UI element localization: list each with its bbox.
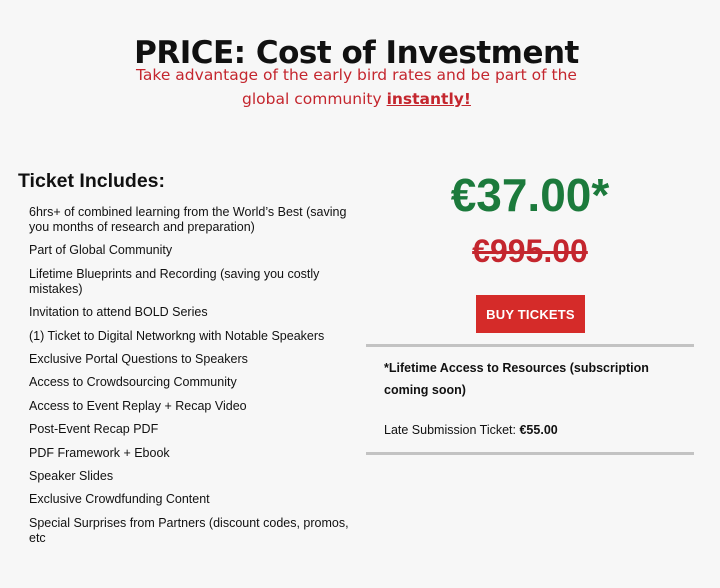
buy-tickets-button[interactable]: BUY TICKETS (476, 295, 585, 333)
list-item: Invitation to attend BOLD Series (29, 305, 208, 320)
list-item: Special Surprises from Partners (discount codes, promos, etc (29, 515, 349, 545)
current-price: €37.00* (450, 169, 610, 221)
divider (366, 344, 694, 347)
lifetime-access-note: *Lifetime Access to Resources (subscription coming soon) (384, 361, 649, 397)
list-item: Lifetime Blueprints and Recording (saving you costly mistakes) (29, 266, 320, 296)
list-item: Exclusive Portal Questions to Speakers (29, 351, 248, 366)
original-price: €995.00 (472, 233, 588, 269)
list-item: Exclusive Crowdfunding Content (29, 492, 210, 507)
ticket-includes-list (18, 205, 358, 546)
late-submission-price: €55.00 (519, 423, 558, 437)
late-submission-label: Late Submission Ticket: (384, 423, 520, 437)
ticket-includes-heading: Ticket Includes: (18, 170, 166, 192)
list-item: 6hrs+ of combined learning from the World’s Best (saving you months of research and preparation) (29, 205, 347, 234)
page-title: PRICE: Cost of Investment (134, 34, 579, 71)
list-item: (1) Ticket to Digital Networkng with Notable Speakers (29, 328, 325, 343)
list-item: Part of Global Community (29, 243, 173, 258)
subtitle-emphasis-link[interactable]: instantly! (386, 90, 471, 108)
late-submission-ticket (384, 423, 684, 437)
divider (366, 452, 694, 455)
list-item: Access to Event Replay + Recap Video (29, 398, 247, 413)
list-item: Access to Crowdsourcing Community (29, 375, 237, 390)
subtitle-text: Take advantage of the early bird rates and be part of the global community (136, 66, 577, 108)
subtitle (110, 63, 603, 111)
list-item: Post-Event Recap PDF (29, 422, 159, 437)
list-item: Speaker Slides (29, 468, 114, 483)
list-item: PDF Framework + Ebook (29, 445, 170, 460)
ticket-includes-section (18, 170, 358, 554)
